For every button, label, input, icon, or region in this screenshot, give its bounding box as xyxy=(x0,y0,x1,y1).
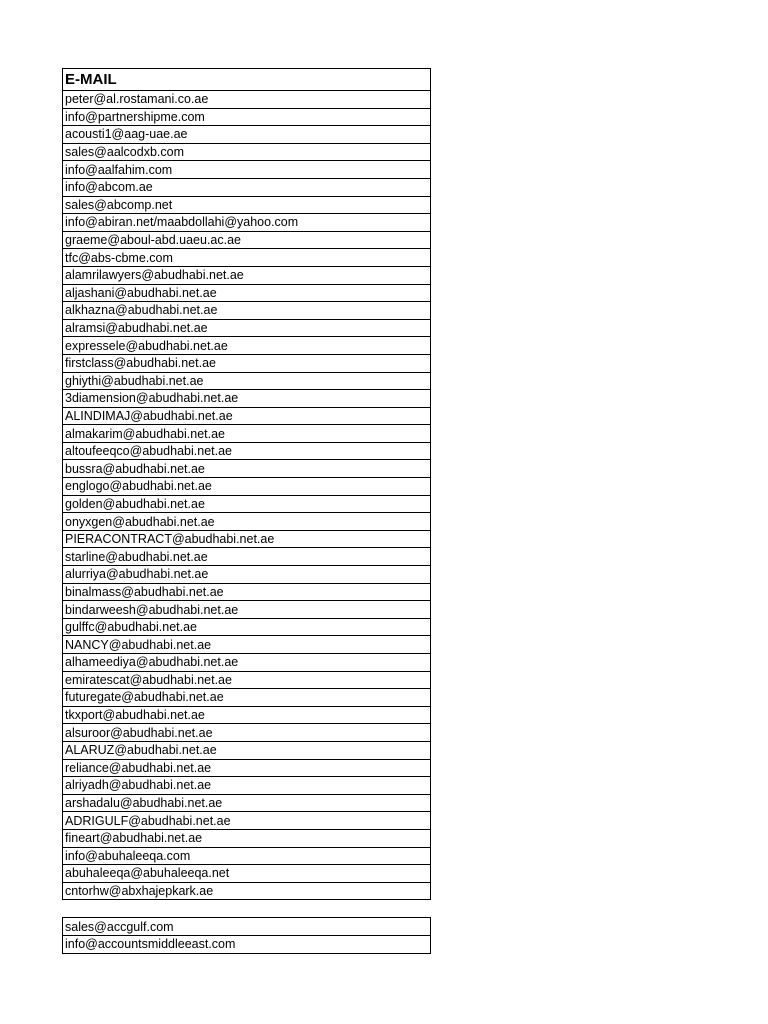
email-cell: reliance@abudhabi.net.ae xyxy=(63,759,431,777)
table-row xyxy=(63,882,431,900)
table-row xyxy=(63,319,431,337)
table-row xyxy=(63,249,431,267)
email-cell: alramsi@abudhabi.net.ae xyxy=(63,319,431,337)
table-row xyxy=(63,759,431,777)
email-table-body xyxy=(63,69,431,900)
email-cell: graeme@aboul-abd.uaeu.ac.ae xyxy=(63,231,431,249)
email-cell: alamrilawyers@abudhabi.net.ae xyxy=(63,266,431,284)
table-row xyxy=(63,372,431,390)
table-row xyxy=(63,566,431,584)
email-cell: alurriya@abudhabi.net.ae xyxy=(63,566,431,584)
email-cell: ALINDIMAJ@abudhabi.net.ae xyxy=(63,407,431,425)
email-cell: binalmass@abudhabi.net.ae xyxy=(63,583,431,601)
column-header-email: E-MAIL xyxy=(63,69,431,91)
email-cell: starline@abudhabi.net.ae xyxy=(63,548,431,566)
table-row xyxy=(63,741,431,759)
table-row xyxy=(63,601,431,619)
table-row xyxy=(63,284,431,302)
email-cell: cntorhw@abxhajepkark.ae xyxy=(63,882,431,900)
table-row xyxy=(63,706,431,724)
header-row xyxy=(63,69,431,91)
table-row xyxy=(63,548,431,566)
table-row xyxy=(63,302,431,320)
email-cell: gulffc@abudhabi.net.ae xyxy=(63,618,431,636)
email-cell: peter@al.rostamani.co.ae xyxy=(63,91,431,109)
email-cell: info@abcom.ae xyxy=(63,178,431,196)
table-row xyxy=(63,231,431,249)
table-row xyxy=(63,390,431,408)
email-cell: golden@abudhabi.net.ae xyxy=(63,495,431,513)
email-table xyxy=(62,68,431,900)
email-cell: 3diamension@abudhabi.net.ae xyxy=(63,390,431,408)
table-row xyxy=(63,460,431,478)
email-cell: futuregate@abudhabi.net.ae xyxy=(63,689,431,707)
table-row xyxy=(63,812,431,830)
table-row xyxy=(63,266,431,284)
email-cell: acousti1@aag-uae.ae xyxy=(63,126,431,144)
email-cell: info@abiran.net/maabdollahi@yahoo.com xyxy=(63,214,431,232)
email-cell: sales@aalcodxb.com xyxy=(63,143,431,161)
table-row xyxy=(63,478,431,496)
table-row xyxy=(63,636,431,654)
email-cell: abuhaleeqa@abuhaleeqa.net xyxy=(63,865,431,883)
table-row xyxy=(63,442,431,460)
table-row xyxy=(63,407,431,425)
email-cell: arshadalu@abudhabi.net.ae xyxy=(63,794,431,812)
table-row xyxy=(63,495,431,513)
email-cell: sales@accgulf.com xyxy=(63,918,431,936)
email-cell: onyxgen@abudhabi.net.ae xyxy=(63,513,431,531)
table-row xyxy=(63,513,431,531)
email-cell: NANCY@abudhabi.net.ae xyxy=(63,636,431,654)
email-cell: tkxport@abudhabi.net.ae xyxy=(63,706,431,724)
email-cell: almakarim@abudhabi.net.ae xyxy=(63,425,431,443)
table-row xyxy=(63,829,431,847)
table-row xyxy=(63,583,431,601)
table-row xyxy=(63,196,431,214)
table-row xyxy=(63,654,431,672)
email-cell: tfc@abs-cbme.com xyxy=(63,249,431,267)
email-cell: PIERACONTRACT@abudhabi.net.ae xyxy=(63,530,431,548)
table-row xyxy=(63,126,431,144)
table-row xyxy=(63,91,431,109)
table-row xyxy=(63,108,431,126)
table-row xyxy=(63,618,431,636)
email-table-continued xyxy=(62,917,431,953)
table-row xyxy=(63,178,431,196)
spreadsheet-page xyxy=(62,68,431,954)
table-row xyxy=(63,425,431,443)
table-row xyxy=(63,161,431,179)
email-cell: englogo@abudhabi.net.ae xyxy=(63,478,431,496)
email-cell: sales@abcomp.net xyxy=(63,196,431,214)
email-table-continued-body xyxy=(63,918,431,953)
email-cell: expressele@abudhabi.net.ae xyxy=(63,337,431,355)
email-cell: info@abuhaleeqa.com xyxy=(63,847,431,865)
email-cell: alkhazna@abudhabi.net.ae xyxy=(63,302,431,320)
table-row xyxy=(63,865,431,883)
email-cell: emiratescat@abudhabi.net.ae xyxy=(63,671,431,689)
table-row xyxy=(63,935,431,953)
email-cell: info@partnershipme.com xyxy=(63,108,431,126)
table-row xyxy=(63,794,431,812)
email-cell: ALARUZ@abudhabi.net.ae xyxy=(63,741,431,759)
email-cell: bindarweesh@abudhabi.net.ae xyxy=(63,601,431,619)
table-row xyxy=(63,671,431,689)
email-cell: firstclass@abudhabi.net.ae xyxy=(63,354,431,372)
table-row xyxy=(63,214,431,232)
email-cell: altoufeeqco@abudhabi.net.ae xyxy=(63,442,431,460)
email-cell: aljashani@abudhabi.net.ae xyxy=(63,284,431,302)
email-cell: alhameediya@abudhabi.net.ae xyxy=(63,654,431,672)
table-row xyxy=(63,724,431,742)
email-cell: info@accountsmiddleeast.com xyxy=(63,935,431,953)
email-cell: bussra@abudhabi.net.ae xyxy=(63,460,431,478)
email-cell: alriyadh@abudhabi.net.ae xyxy=(63,777,431,795)
email-cell: fineart@abudhabi.net.ae xyxy=(63,829,431,847)
table-row xyxy=(63,354,431,372)
email-cell: alsuroor@abudhabi.net.ae xyxy=(63,724,431,742)
table-row xyxy=(63,777,431,795)
table-row xyxy=(63,918,431,936)
email-cell: ghiythi@abudhabi.net.ae xyxy=(63,372,431,390)
table-row xyxy=(63,143,431,161)
email-cell: info@aalfahim.com xyxy=(63,161,431,179)
table-row xyxy=(63,337,431,355)
table-row xyxy=(63,847,431,865)
table-row xyxy=(63,530,431,548)
email-cell: ADRIGULF@abudhabi.net.ae xyxy=(63,812,431,830)
table-row xyxy=(63,689,431,707)
